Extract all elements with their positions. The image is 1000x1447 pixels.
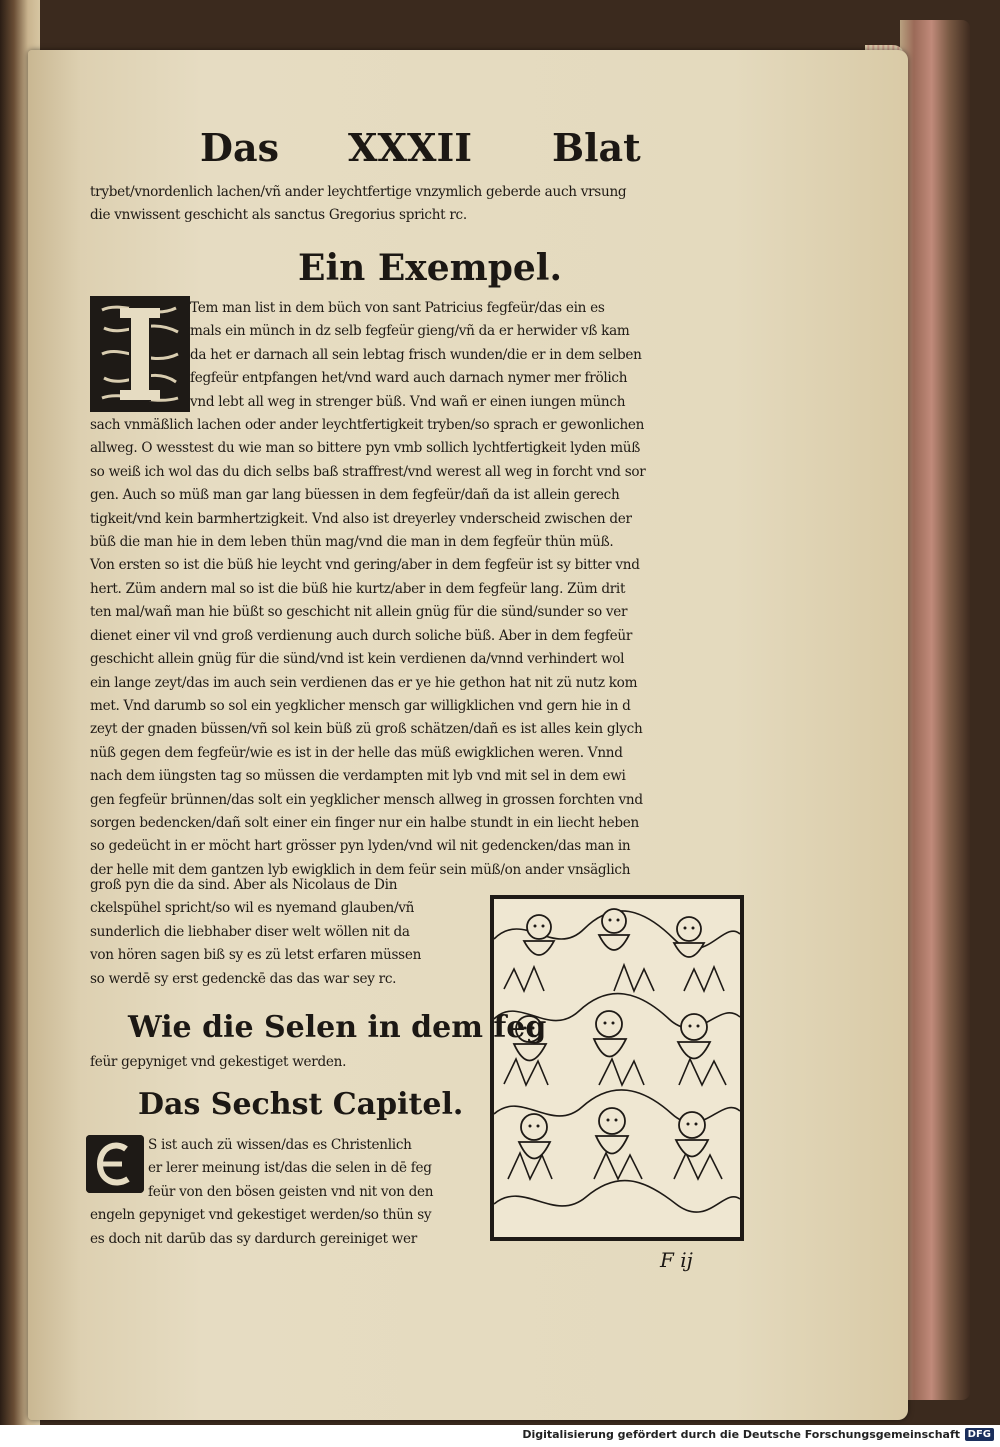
text-line: sunderlich die liebhaber diser welt wöllen nit da [90, 923, 410, 940]
text-line: tigkeit/vnd kein barmhertzigkeit. Vnd also ist dreyerley vnderscheid zwischen der [90, 510, 632, 527]
text-line: sach vnmäßlich lachen oder ander leychtfertigkeit tryben/so sprach er gewonlichen [90, 417, 645, 434]
footer-credit: Digitalisierung gefördert durch die Deutsche Forschungsgemeinschaft [522, 1428, 960, 1441]
text-line: engeln gepyniget vnd gekestiget werden/so thün sy [90, 1207, 432, 1224]
running-header [200, 125, 641, 175]
header-left: Das [200, 125, 279, 170]
text-line: so werdē sy erst gedenckē das das war sey rc. [90, 970, 397, 987]
section-heading-continuation: feür gepyniget vnd gekestiget werden. [90, 1054, 347, 1070]
header-folio: XXXII [348, 125, 473, 170]
text-line: geschicht allein gnüg für die sünd/vnd ist kein verdienen da/vnnd verhindert wol [90, 651, 625, 668]
chapter-heading: Das Sechst Capitel. [138, 1087, 464, 1122]
header-right: Blat [552, 125, 641, 170]
text-line: ckelspühel spricht/so wil es nyemand glauben/vñ [90, 900, 415, 917]
text-line: groß pyn die da sind. Aber als Nicolaus de Din [90, 877, 398, 893]
text-line: nach dem iüngsten tag so müssen die verdampten mit lyb vnd mit sel in dem ewi [90, 768, 626, 785]
dfg-logo: DFG [965, 1428, 994, 1441]
text-line: der helle mit dem gantzen lyb ewigklich in dem feür sein müß/on ander vnsäglich [90, 861, 631, 878]
text-line: von hören sagen biß sy es zü letst erfaren müssen [90, 947, 422, 964]
text-line: nüß gegen dem fegfeür/wie es ist in der helle das müß ewigklichen weren. Vnnd [90, 744, 623, 761]
text-line: gen fegfeür brünnen/das solt ein yegklicher mensch allweg in grossen forchten vnd [90, 791, 643, 808]
text-line: feür von den bösen geisten vnd nit von den [148, 1183, 434, 1200]
exempel-paragraph [90, 297, 745, 882]
text-line: ein lange zeyt/das im auch sein verdienen das er ye hie gethon hat nit zü nutz kom [90, 674, 638, 691]
text-line: gen. Auch so müß man gar lang büessen in dem fegfeür/dañ da ist allein gerech [90, 487, 620, 504]
chapter-paragraph [90, 1134, 490, 1251]
text-line: dienet einer vil vnd groß verdienung auch durch soliche büß. Aber in dem fegfeür [90, 627, 633, 644]
exempel-heading: Ein Exempel. [298, 247, 563, 289]
text-line: er lerer meinung ist/das die selen in dē feg [148, 1160, 432, 1177]
text-line: mals ein münch in dz selb fegfeür gieng/vñ da er herwider vß kam [190, 323, 630, 340]
text-line: Von ersten so ist die büß hie leycht vnd gering/aber in dem fegfeür ist sy bitter vnd [90, 557, 640, 574]
exempel-paragraph-end [90, 874, 510, 991]
text-line: hert. Züm andern mal so ist die büß hie kurtz/aber in dem fegfeür lang. Züm drit [90, 580, 626, 597]
text-line: so gedeücht in er möcht hart grösser pyn lyden/vnd wil nit gedencken/das man in [90, 838, 631, 855]
text-line: allweg. O wesstest du wie man so bittere pyn vmb sollich lychtfertigkeit lyden müß [90, 440, 641, 457]
text-line: die vnwissent geschicht als sanctus Gregorius spricht rc. [90, 207, 467, 224]
text-line: da het er darnach all sein lebtag frisch wunden/die er in dem selben [190, 346, 642, 363]
text-line: vnd lebt all weg in strenger büß. Vnd wañ er einen iungen münch [190, 393, 626, 410]
woodcut-illustration [490, 895, 744, 1241]
text-line: büß die man hie in dem leben thün mag/vnd die man in dem fegfeür thün müß. [90, 534, 614, 551]
text-line: ten mal/wañ man hie büßt so geschicht nit allein gnüg für die sünd/sunder so ver [90, 604, 628, 621]
section-heading: Wie die Selen in dem feg [128, 1010, 547, 1045]
book-cover-right [900, 20, 970, 1400]
text-line: met. Vnd darumb so sol ein yegklicher mensch gar willigklichen vnd gern hie in d [90, 697, 631, 714]
intro-paragraph [90, 181, 745, 228]
text-line: fegfeür entpfangen het/vnd ward auch darnach nymer mer frölich [190, 370, 628, 387]
text-line: sorgen bedencken/dañ solt einer ein finger nur ein halbe stundt in ein liecht heben [90, 814, 640, 831]
signature-mark: F ij [660, 1248, 693, 1272]
text-line: S ist auch zü wissen/das es Christenlich [148, 1137, 412, 1153]
text-line: trybet/vnordenlich lachen/vñ ander leychtfertige vnzymlich geberde auch vrsung [90, 184, 627, 200]
text-line: es doch nit darūb das sy dardurch gereiniget wer [90, 1230, 417, 1247]
text-line: zeyt der gnaden büssen/vñ sol kein büß zü groß schätzen/dañ es ist alles kein glych [90, 721, 643, 738]
text-line: so weiß ich wol das du dich selbs baß straffrest/vnd werest all weg in forcht vnd sor [90, 463, 646, 480]
text-line: Tem man list in dem büch von sant Patricius fegfeür/das ein es [190, 300, 605, 316]
